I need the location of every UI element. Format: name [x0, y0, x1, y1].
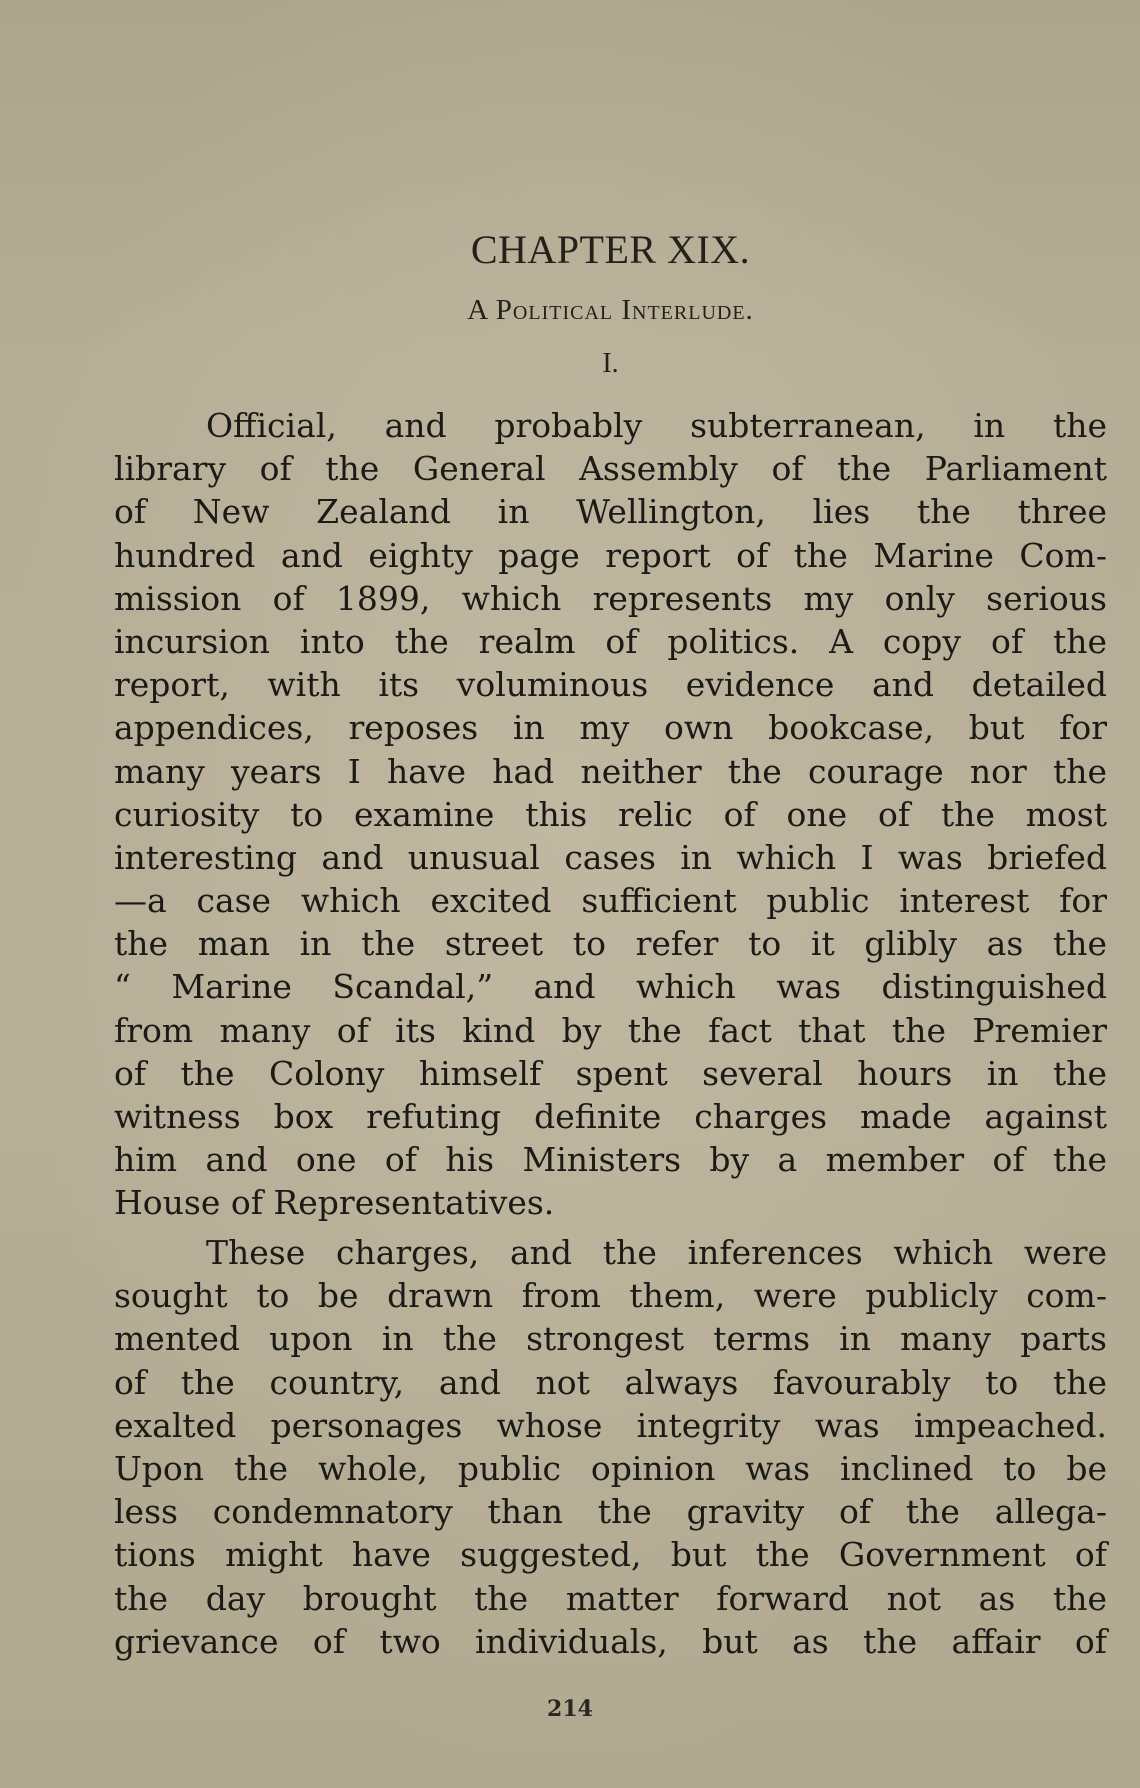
- text-line: of the Colony himself spent several hours in the: [114, 1053, 1107, 1093]
- text-line: hundred and eighty page report of the Marine Com-: [114, 535, 1107, 575]
- chapter-title: CHAPTER XIX.: [470, 227, 751, 272]
- text-line: from many of its kind by the fact that the Premier: [114, 1010, 1107, 1050]
- text-line: him and one of his Ministers by a member of the: [114, 1140, 1107, 1180]
- text-line: incursion into the realm of politics. A copy of the: [114, 621, 1107, 661]
- text-line: grievance of two individuals, but as the affair of: [114, 1621, 1107, 1661]
- text-line: mented upon in the strongest terms in many parts: [114, 1319, 1107, 1359]
- text-line: appendices, reposes in my own bookcase, but for: [114, 708, 1107, 748]
- page-number: 214: [547, 1696, 593, 1722]
- text-line: of New Zealand in Wellington, lies the three: [114, 492, 1107, 532]
- text-line: exalted personages whose integrity was impeached.: [114, 1405, 1107, 1445]
- text-line: the man in the street to refer to it glibly as the: [114, 924, 1107, 964]
- paragraph-2: [114, 1231, 1107, 1663]
- chapter-subtitle: A Political Interlude.: [467, 294, 754, 326]
- text-line: many years I have had neither the courage nor the: [114, 751, 1107, 791]
- text-line: report, with its voluminous evidence and detailed: [114, 665, 1107, 705]
- text-line: the day brought the matter forward not as the: [114, 1578, 1107, 1618]
- text-line: interesting and unusual cases in which I was briefed: [114, 837, 1107, 877]
- text-line: House of Representatives.: [114, 1183, 555, 1223]
- text-line: Upon the whole, public opinion was inclined to be: [114, 1448, 1107, 1488]
- text-line: Official, and probably subterranean, in the: [206, 406, 1107, 445]
- text-line: curiosity to examine this relic of one of the most: [114, 794, 1107, 834]
- text-line: library of the General Assembly of the Parliament: [114, 449, 1107, 489]
- text-line: “ Marine Scandal,” and which was distinguished: [114, 967, 1107, 1007]
- text-line: These charges, and the inferences which were: [206, 1233, 1107, 1272]
- text-line: less condemnatory than the gravity of the allega-: [114, 1492, 1107, 1532]
- text-line: mission of 1899, which represents my only serious: [114, 578, 1107, 618]
- text-line: witness box refuting definite charges made against: [114, 1097, 1107, 1136]
- paragraph-1: [114, 404, 1107, 1225]
- text-line: —a case which excited sufficient public interest for: [114, 881, 1107, 921]
- text-line: of the country, and not always favourably to the: [114, 1362, 1107, 1402]
- section-number: I.: [602, 348, 619, 379]
- text-line: sought to be drawn from them, were publicly com-: [114, 1276, 1107, 1316]
- text-line: tions might have suggested, but the Government of: [114, 1535, 1107, 1575]
